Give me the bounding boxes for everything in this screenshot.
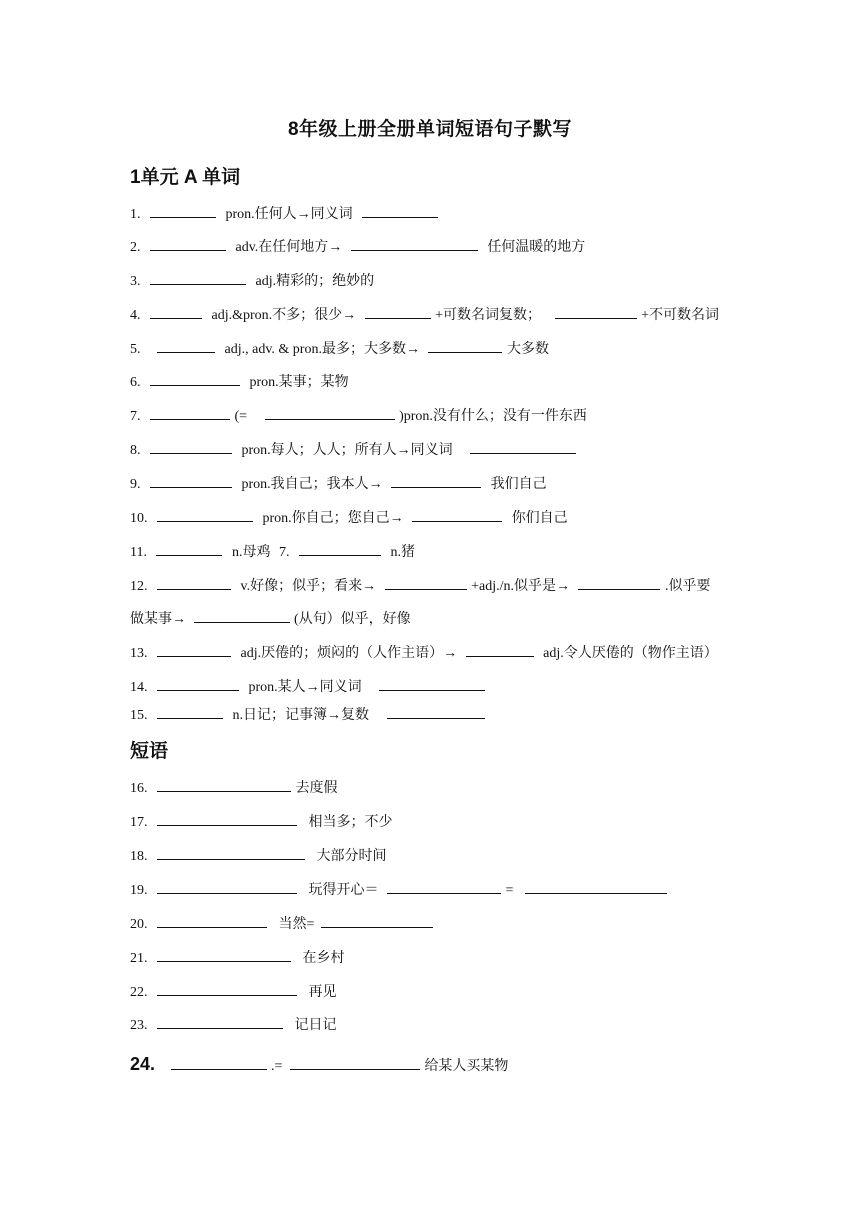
- item-text: .=: [271, 1059, 283, 1074]
- item-text: +可数名词复数；: [435, 308, 542, 323]
- exercise-line-17: [130, 812, 393, 832]
- item-text: 再见: [308, 985, 337, 1000]
- answer-blank[interactable]: [362, 204, 438, 218]
- item-text: pron.某人→同义词: [248, 680, 362, 695]
- item-text: 玩得开心＝: [308, 883, 379, 898]
- item-text: v.好像；似乎；看来→: [240, 579, 377, 594]
- answer-blank[interactable]: [387, 705, 485, 719]
- exercise-line-24: [130, 1055, 508, 1076]
- answer-blank[interactable]: [171, 1056, 267, 1070]
- answer-blank[interactable]: [379, 677, 485, 691]
- item-number: 20.: [130, 917, 148, 932]
- answer-blank[interactable]: [555, 305, 637, 319]
- answer-blank[interactable]: [387, 880, 501, 894]
- item-text: n.猪: [390, 545, 415, 560]
- item-text: +不可数名词: [641, 308, 719, 323]
- answer-blank[interactable]: [150, 271, 246, 285]
- item-number: 10.: [130, 511, 148, 526]
- exercise-line-3: [130, 271, 374, 291]
- item-number: 19.: [130, 883, 148, 898]
- item-number: 5.: [130, 342, 141, 357]
- exercise-line-20: [130, 914, 434, 934]
- answer-blank[interactable]: [365, 305, 431, 319]
- item-text: 在乡村: [302, 951, 345, 966]
- item-text: 7.: [278, 545, 290, 560]
- item-number: 14.: [130, 680, 148, 695]
- exercise-line-2: [130, 237, 585, 257]
- exercise-line-13: [130, 643, 718, 663]
- exercise-line-9: [130, 474, 547, 494]
- exercise-line-1: [130, 204, 439, 224]
- answer-blank[interactable]: [157, 914, 267, 928]
- item-text: 当然=: [278, 917, 315, 932]
- item-number: 2.: [130, 240, 141, 255]
- answer-blank[interactable]: [428, 339, 502, 353]
- item-text: adj.精彩的；绝妙的: [255, 274, 375, 289]
- item-text: .似乎要: [664, 579, 711, 594]
- item-number: 11.: [130, 545, 147, 560]
- item-number: 3.: [130, 274, 141, 289]
- answer-blank[interactable]: [578, 576, 660, 590]
- section-heading-unit1-words: 1单元 A 单词: [130, 167, 241, 188]
- exercise-line-22: [130, 982, 337, 1002]
- item-number: 1.: [130, 207, 141, 222]
- answer-blank[interactable]: [157, 948, 291, 962]
- item-number: 7.: [130, 409, 141, 424]
- item-number: 8.: [130, 443, 141, 458]
- item-number: 9.: [130, 477, 141, 492]
- answer-blank[interactable]: [157, 1015, 283, 1029]
- exercise-line-5: [130, 339, 549, 359]
- answer-blank[interactable]: [150, 406, 230, 420]
- item-text: pron.每人；人人；所有人→同义词: [241, 443, 453, 458]
- exercise-line-19: [130, 880, 668, 900]
- answer-blank[interactable]: [157, 576, 231, 590]
- item-text: pron.你自己；您自己→: [262, 511, 404, 526]
- item-number: 24.: [130, 1054, 156, 1074]
- item-number: 17.: [130, 815, 148, 830]
- answer-blank[interactable]: [290, 1056, 420, 1070]
- item-text: 大部分时间: [316, 849, 387, 864]
- item-number: 22.: [130, 985, 148, 1000]
- item-text: adv.在任何地方→: [235, 240, 343, 255]
- item-text: 大多数: [506, 342, 549, 357]
- item-number: 12.: [130, 579, 148, 594]
- answer-blank[interactable]: [321, 914, 433, 928]
- item-text: 我们自己: [490, 477, 547, 492]
- item-text: (=: [234, 409, 248, 424]
- answer-blank[interactable]: [351, 237, 478, 251]
- item-text: 相当多；不少: [308, 815, 393, 830]
- item-text: 任何温暖的地方: [487, 240, 586, 255]
- exercise-line-16: [130, 778, 338, 798]
- exercise-line-12-continued: [130, 609, 411, 629]
- item-text: +adj./n.似乎是→: [471, 579, 570, 594]
- exercise-line-11: [130, 542, 415, 562]
- answer-blank[interactable]: [150, 440, 232, 454]
- answer-blank[interactable]: [150, 237, 226, 251]
- item-text: pron.某事；某物: [249, 375, 349, 390]
- item-text: adj., adv. & pron.最多；大多数→: [224, 342, 420, 357]
- exercise-line-10: [130, 508, 568, 528]
- page-title: 8年级上册全册单词短语句子默写: [287, 119, 573, 140]
- answer-blank[interactable]: [525, 880, 667, 894]
- answer-blank[interactable]: [265, 406, 395, 420]
- item-number: 21.: [130, 951, 148, 966]
- item-text: pron.任何人→同义词: [225, 207, 353, 222]
- exercise-line-7: [130, 406, 587, 426]
- exercise-line-8: [130, 440, 577, 460]
- answer-blank[interactable]: [157, 812, 297, 826]
- answer-blank[interactable]: [150, 305, 202, 319]
- item-text: 记日记: [294, 1018, 337, 1033]
- answer-blank[interactable]: [157, 339, 215, 353]
- section-heading-phrases: 短语: [130, 741, 169, 762]
- exercise-line-15: [130, 705, 486, 725]
- answer-blank[interactable]: [466, 643, 534, 657]
- answer-blank[interactable]: [156, 542, 222, 556]
- item-number: 23.: [130, 1018, 148, 1033]
- answer-blank[interactable]: [150, 474, 232, 488]
- answer-blank[interactable]: [157, 643, 231, 657]
- answer-blank[interactable]: [385, 576, 467, 590]
- exercise-line-23: [130, 1015, 337, 1035]
- item-number: 4.: [130, 308, 141, 323]
- answer-blank[interactable]: [150, 204, 216, 218]
- answer-blank[interactable]: [299, 542, 381, 556]
- exercise-line-18: [130, 846, 387, 866]
- answer-blank[interactable]: [157, 880, 297, 894]
- exercise-line-12: [130, 576, 710, 596]
- item-text: adj.&pron.不多；很少→: [211, 308, 357, 323]
- answer-blank[interactable]: [157, 677, 239, 691]
- item-text: )pron.没有什么；没有一件东西: [399, 409, 587, 424]
- item-number: 18.: [130, 849, 148, 864]
- answer-blank[interactable]: [150, 372, 240, 386]
- item-text: 给某人买某物: [424, 1059, 509, 1074]
- item-text: 做某事→: [130, 612, 186, 627]
- exercise-line-14: [130, 677, 486, 697]
- item-text: (从句）似乎，好像: [294, 612, 411, 627]
- answer-blank[interactable]: [470, 440, 576, 454]
- item-number: 13.: [130, 646, 148, 661]
- exercise-line-21: [130, 948, 345, 968]
- item-number: 6.: [130, 375, 141, 390]
- item-number: 16.: [130, 781, 148, 796]
- answer-blank[interactable]: [157, 846, 305, 860]
- item-text: adj.厌倦的；烦闷的（人作主语）→: [240, 646, 458, 661]
- item-text: =: [505, 883, 514, 898]
- exercise-line-6: [130, 372, 349, 392]
- answer-blank[interactable]: [412, 508, 502, 522]
- item-text: 你们自己: [511, 511, 568, 526]
- answer-blank[interactable]: [157, 705, 223, 719]
- item-text: n.日记；记事簿→复数: [232, 708, 369, 723]
- answer-blank[interactable]: [157, 508, 253, 522]
- answer-blank[interactable]: [391, 474, 481, 488]
- answer-blank[interactable]: [157, 778, 291, 792]
- item-text: pron.我自己；我本人→: [241, 477, 383, 492]
- exercise-line-4: [130, 305, 719, 325]
- item-text: n.母鸡: [231, 545, 271, 560]
- item-number: 15.: [130, 708, 148, 723]
- item-text: adj.令人厌倦的（物作主语）: [543, 646, 718, 661]
- answer-blank[interactable]: [194, 609, 290, 623]
- answer-blank[interactable]: [157, 982, 297, 996]
- item-text: 去度假: [295, 781, 338, 796]
